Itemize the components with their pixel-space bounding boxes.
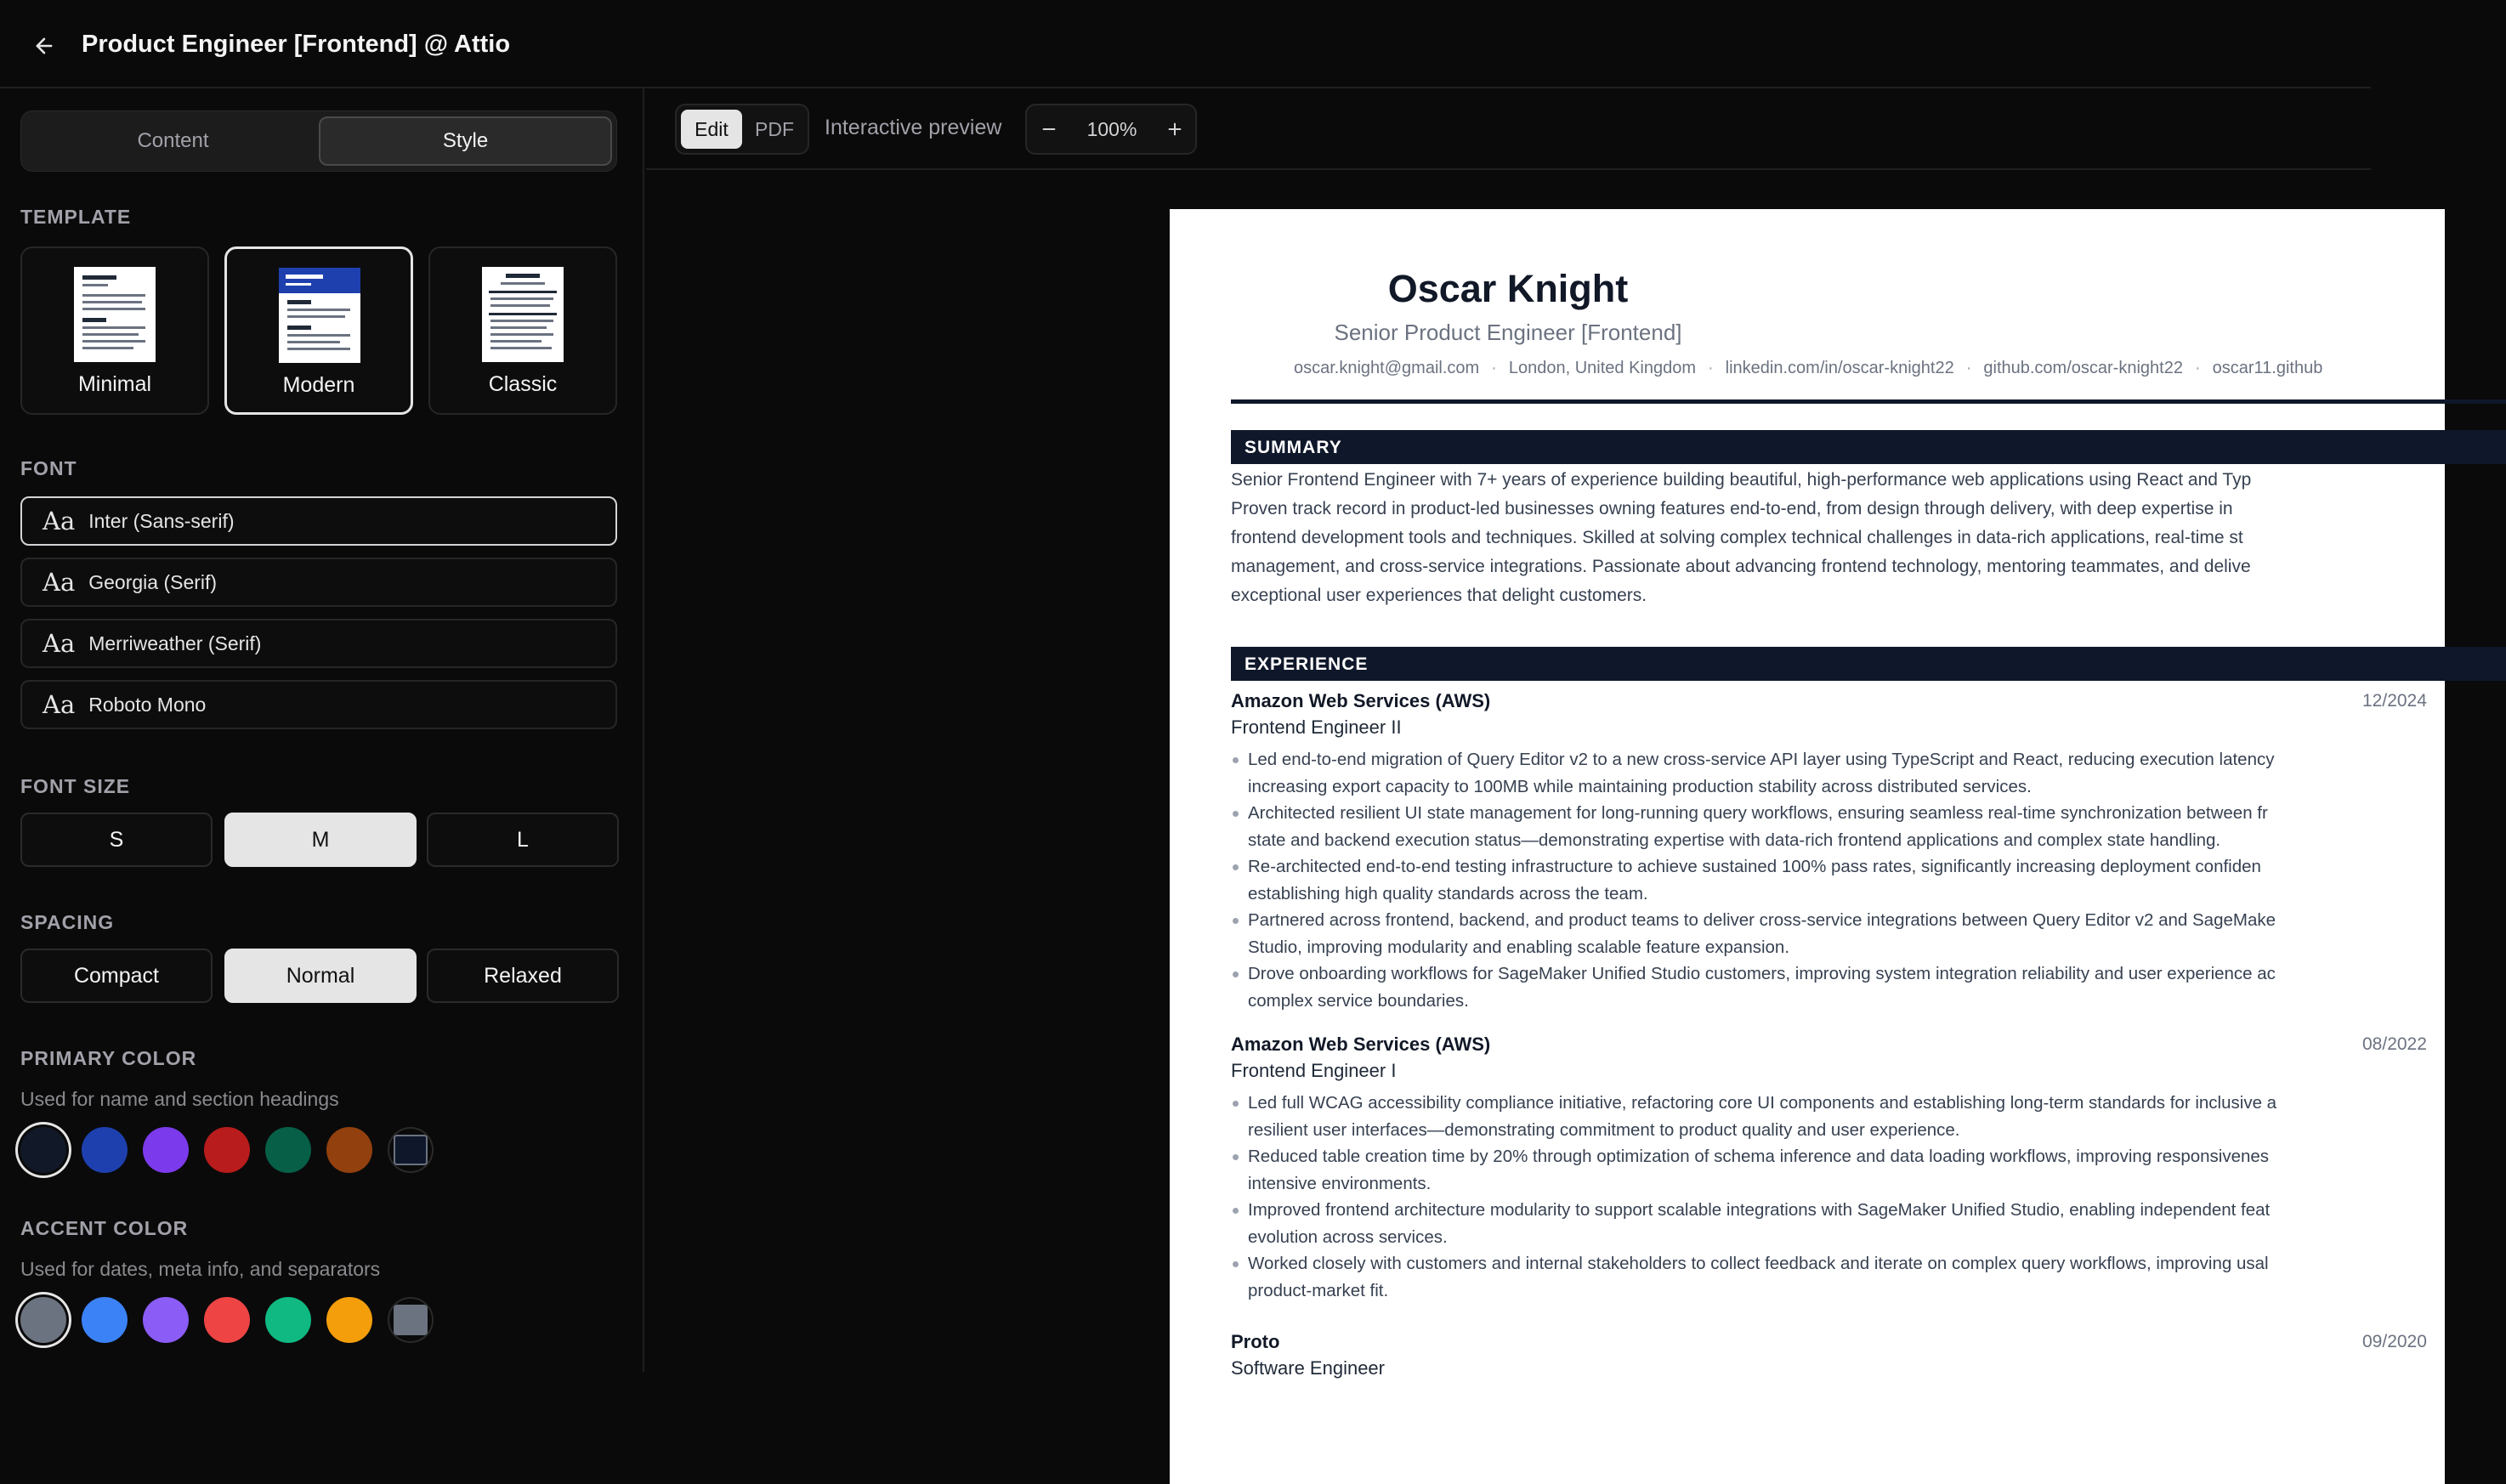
- job-bullet: [1231, 1250, 2506, 1304]
- job-bullet: [1231, 746, 2506, 800]
- bullet-line: Studio, improving modularity and enabling scalable feature expansion.: [1248, 937, 1790, 957]
- contact-separator: ·: [1965, 359, 1972, 377]
- font-heading: FONT: [20, 457, 77, 479]
- bullet-line: Led full WCAG accessibility compliance initiative, refactoring core UI components and establishing long-term standards for inclusive a: [1248, 1093, 2277, 1113]
- font-sample-icon: Aa: [43, 629, 76, 658]
- bullet-line: evolution across services.: [1248, 1226, 1448, 1247]
- page-title: Product Engineer [Frontend] @ Attio: [82, 31, 511, 58]
- spacing-relaxed-button[interactable]: Relaxed: [427, 949, 619, 1003]
- job-company: Amazon Web Services (AWS): [1231, 1034, 1491, 1055]
- job-bullet: [1231, 1143, 2506, 1197]
- edit-mode-button[interactable]: Edit: [681, 110, 742, 149]
- bullet-line: Reduced table creation time by 20% through optimization of schema inference and data loading workflows, improving responsivenes: [1248, 1147, 2270, 1166]
- resume-contact-line: [1294, 359, 2334, 378]
- accent-color-swatch[interactable]: [326, 1297, 372, 1343]
- plus-icon: [1165, 120, 1184, 139]
- back-button[interactable]: [26, 31, 63, 61]
- primary-color-swatch[interactable]: [204, 1127, 250, 1173]
- accent-color-custom-color-picker[interactable]: [388, 1297, 434, 1343]
- bullet-line: Worked closely with customers and internal stakeholders to collect feedback and iterate on complex query workflows, improving usal: [1248, 1254, 2269, 1273]
- bullet-line: intensive environments.: [1248, 1173, 1432, 1193]
- summary-heading: SUMMARY: [1231, 430, 2506, 464]
- bullet-line: Re-architected end-to-end testing infrastructure to achieve sustained 100% pass rates, significantly increasing deployment confiden: [1248, 857, 2261, 876]
- accent-color-hint: Used for dates, meta info, and separators: [20, 1258, 381, 1280]
- bullet-line: establishing high quality standards across the team.: [1248, 883, 1648, 903]
- contact-separator: ·: [1491, 359, 1497, 377]
- resume-role[interactable]: Senior Product Engineer [Frontend]: [1334, 320, 1682, 345]
- zoom-out-button[interactable]: [1032, 110, 1066, 149]
- primary-color-swatch[interactable]: [82, 1127, 128, 1173]
- zoom-level: 100%: [1086, 117, 1137, 140]
- content-style-toggle: [20, 110, 617, 172]
- summary-line: management, and cross-service integrations. Passionate about advancing frontend technology, mentoring teammates, and delive: [1231, 557, 2251, 576]
- style-sidebar: [0, 88, 644, 1372]
- summary-line: exceptional user experiences that delight customers.: [1231, 586, 1647, 605]
- tab-content[interactable]: Content: [137, 129, 209, 152]
- bullet-line: complex service boundaries.: [1248, 990, 1469, 1011]
- font-option-label: Georgia (Serif): [88, 570, 218, 593]
- primary-color-swatch[interactable]: [143, 1127, 189, 1173]
- minus-icon: [1040, 120, 1058, 139]
- preview-toolbar: [646, 88, 2371, 170]
- font-option-roboto-mono[interactable]: [20, 680, 617, 729]
- job-date: 08/2022: [2362, 1034, 2427, 1054]
- font-option-merriweather[interactable]: [20, 619, 617, 668]
- font-sample-icon: Aa: [43, 568, 76, 597]
- job-position: Frontend Engineer II: [1231, 717, 1402, 738]
- font-size-large-button[interactable]: L: [427, 813, 619, 867]
- experience-entry[interactable]: [1231, 1329, 2506, 1387]
- pdf-mode-button[interactable]: PDF: [755, 117, 794, 140]
- font-sample-icon: Aa: [43, 507, 76, 535]
- contact-item[interactable]: London, United Kingdom: [1508, 359, 1696, 377]
- font-size-heading: FONT SIZE: [20, 775, 131, 797]
- job-bullet: [1231, 907, 2506, 960]
- contact-item[interactable]: linkedin.com/in/oscar-knight22: [1725, 359, 1954, 377]
- experience-entry[interactable]: [1231, 688, 2506, 1014]
- bullet-line: product-market fit.: [1248, 1280, 1389, 1300]
- job-position: Frontend Engineer I: [1231, 1060, 1397, 1081]
- accent-color-swatch[interactable]: [82, 1297, 128, 1343]
- font-size-small-button[interactable]: S: [20, 813, 213, 867]
- job-bullet: [1231, 1197, 2506, 1250]
- font-size-medium-button[interactable]: M: [224, 813, 417, 867]
- contact-item[interactable]: oscar.knight@gmail.com: [1294, 359, 1480, 377]
- template-modern-thumbnail: [279, 268, 360, 363]
- zoom-control: [1025, 104, 1197, 155]
- accent-color-swatch[interactable]: [143, 1297, 189, 1343]
- contact-item[interactable]: github.com/oscar-knight22: [1983, 359, 2183, 377]
- font-option-inter[interactable]: [20, 496, 617, 546]
- job-date: 12/2024: [2362, 691, 2427, 711]
- resume-page: [1170, 209, 2445, 1484]
- interactive-preview-label: Interactive preview: [825, 116, 1002, 139]
- spacing-normal-button[interactable]: Normal: [224, 949, 417, 1003]
- experience-entry[interactable]: [1231, 1032, 2506, 1304]
- bullet-line: Partnered across frontend, backend, and product teams to deliver cross-service integrations between Query Editor v2 and SageMake: [1248, 910, 2276, 930]
- job-bullet: [1231, 800, 2506, 853]
- bullet-line: Drove onboarding workflows for SageMaker Unified Studio customers, improving system integration reliability and user experience ac: [1248, 964, 2276, 983]
- spacing-heading: SPACING: [20, 911, 115, 933]
- resume-header-rule: [1231, 399, 2506, 404]
- resume-name[interactable]: Oscar Knight: [1387, 267, 1629, 310]
- accent-color-heading: ACCENT COLOR: [20, 1217, 189, 1239]
- template-classic-label: Classic: [488, 372, 558, 396]
- font-option-label: Roboto Mono: [88, 693, 207, 716]
- color-picker-icon: [394, 1135, 428, 1165]
- color-picker-icon: [394, 1305, 428, 1335]
- job-bullet: [1231, 960, 2506, 1014]
- accent-color-swatch[interactable]: [265, 1297, 311, 1343]
- tab-style[interactable]: Style: [319, 116, 612, 166]
- preview-canvas: [646, 170, 2427, 1379]
- font-sample-icon: Aa: [43, 690, 76, 719]
- template-classic-thumbnail: [482, 267, 564, 362]
- top-bar: [0, 0, 2371, 88]
- contact-separator: ·: [1708, 359, 1714, 377]
- summary-line: frontend development tools and techniques. Skilled at solving complex technical challenges in data-rich applications, real-time st: [1231, 528, 2243, 547]
- zoom-in-button[interactable]: [1158, 110, 1192, 149]
- job-date: 09/2020: [2362, 1332, 2427, 1351]
- primary-color-swatch[interactable]: [265, 1127, 311, 1173]
- bullet-line: resilient user interfaces—demonstrating commitment to product quality and user experience.: [1248, 1119, 1960, 1140]
- experience-heading: EXPERIENCE: [1231, 647, 2506, 681]
- template-minimal-card[interactable]: [20, 246, 209, 415]
- accent-color-swatch[interactable]: [20, 1297, 66, 1343]
- bullet-line: Led end-to-end migration of Query Editor v2 to a new cross-service API layer using TypeScript and React, reducing execution latency: [1248, 750, 2275, 769]
- template-classic-card[interactable]: [428, 246, 617, 415]
- template-heading: TEMPLATE: [20, 206, 132, 228]
- primary-color-heading: PRIMARY COLOR: [20, 1047, 197, 1069]
- job-bullet: [1231, 853, 2506, 907]
- font-option-label: Merriweather (Serif): [88, 632, 262, 654]
- bullet-line: state and backend execution status—demonstrating expertise with data-rich frontend applications and complex state handling.: [1248, 830, 2221, 850]
- primary-color-custom-color-picker[interactable]: [388, 1127, 434, 1173]
- primary-color-swatch[interactable]: [326, 1127, 372, 1173]
- contact-item[interactable]: oscar11.github: [2212, 359, 2323, 377]
- arrow-left-icon: [32, 34, 56, 58]
- summary-line: Proven track record in product-led businesses owning features end-to-end, from design through delivery, with deep expertise in: [1231, 499, 2233, 518]
- primary-color-swatch[interactable]: [20, 1127, 66, 1173]
- template-minimal-label: Minimal: [77, 372, 152, 396]
- template-minimal-thumbnail: [74, 267, 156, 362]
- template-modern-card[interactable]: [224, 246, 413, 415]
- job-company: Proto: [1231, 1331, 1280, 1352]
- bullet-line: Architected resilient UI state management for long-running query workflows, ensuring seamless real-time synchronization between fr: [1248, 803, 2268, 823]
- spacing-compact-button[interactable]: Compact: [20, 949, 213, 1003]
- font-option-label: Inter (Sans-serif): [88, 509, 235, 532]
- edit-pdf-toggle: [675, 104, 809, 155]
- summary-line: Senior Frontend Engineer with 7+ years of experience building beautiful, high-performance web applications using React and Typ: [1231, 470, 2252, 490]
- template-modern-label: Modern: [282, 373, 355, 397]
- bullet-line: Improved frontend architecture modularity to support scalable integrations with SageMaker Unified Studio, enabling independent feat: [1248, 1200, 2271, 1220]
- primary-color-hint: Used for name and section headings: [20, 1088, 339, 1110]
- job-position: Software Engineer: [1231, 1357, 1385, 1379]
- summary-text[interactable]: [1231, 466, 2506, 610]
- bullet-line: increasing export capacity to 100MB while maintaining production stability across distributed services.: [1248, 776, 2032, 796]
- job-company: Amazon Web Services (AWS): [1231, 690, 1491, 711]
- job-bullet: [1231, 1090, 2506, 1143]
- accent-color-swatch[interactable]: [204, 1297, 250, 1343]
- font-option-georgia[interactable]: [20, 558, 617, 607]
- contact-separator: ·: [2194, 359, 2201, 377]
